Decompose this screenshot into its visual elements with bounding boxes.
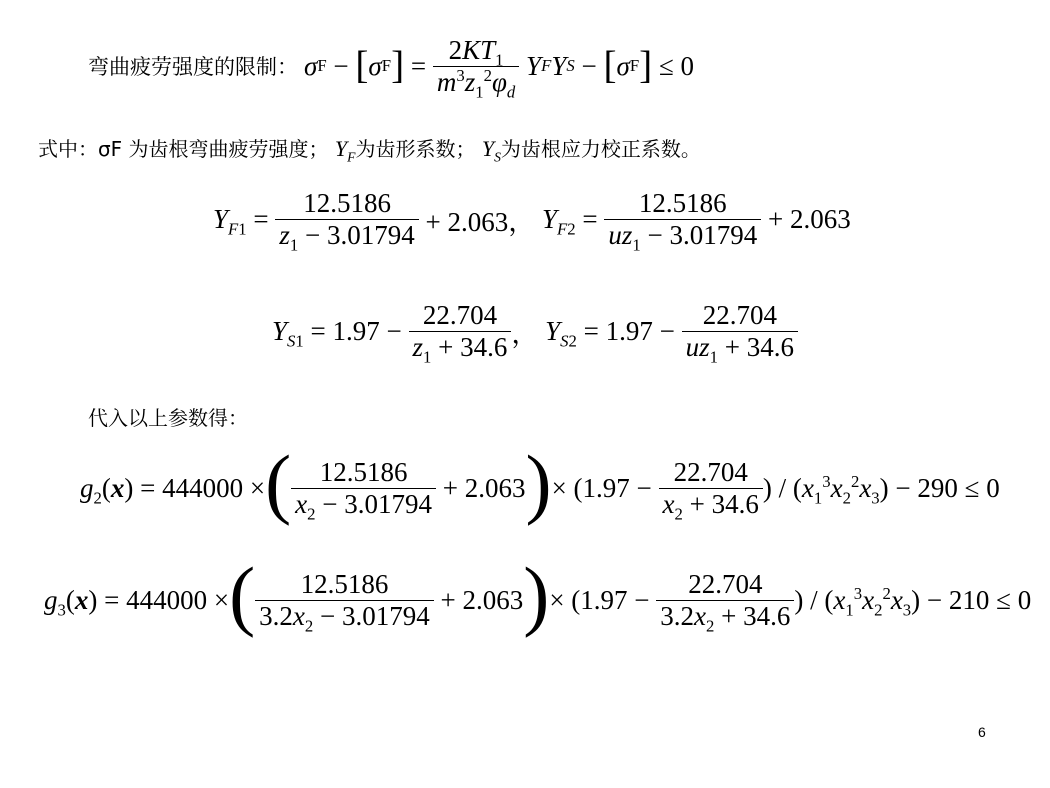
- definitions-text-a: 式中：σF 为齿根弯曲疲劳强度；: [38, 137, 329, 161]
- definitions-text-c: 为齿根应力校正系数。: [500, 137, 701, 161]
- ys-equations: $Y_{S1} = 1.97$ − $\frac{22.704}{z_1 + 34.6}$ ， $Y_{S2} = 1.97$ − $\frac{22.704}{uz_1 + 34.6}$: [272, 290, 798, 372]
- ys2-fraction: $\frac{22.704}{uz_1 + 34.6}$: [682, 300, 798, 361]
- substitution-label: 代入以上参数得：: [88, 406, 248, 430]
- g3-constraint: $g_3(x) = 444000$ × ( $\frac{12.5186}{3.2x_2 - 3.01794}$ + 2.063 ) × (1.97 − $\frac{22.704}{3.2x_2 + 34.6}$ ) / $(x_1^3x_2^2x_3) - 210 \le 0$: [44, 551, 1032, 639]
- g2-fraction-2: $\frac{22.704}{x_2 + 34.6}$: [659, 457, 763, 518]
- yf1-fraction: $\frac{12.5186}{z_1 - 3.01794}$: [275, 188, 418, 249]
- bending-fatigue-constraint: [88, 18, 694, 114]
- ys1-fraction: $\frac{22.704}{z_1 + 34.6}$: [409, 300, 512, 361]
- definitions-line: [38, 133, 701, 165]
- g3-fraction-1: $\frac{12.5186}{3.2x_2 - 3.01794}$: [255, 569, 434, 630]
- yf-symbol: $Y_F$: [334, 136, 356, 165]
- definitions-text-b: 为齿形系数；: [355, 137, 476, 161]
- yf-equations: $Y_{F1}$ = $\frac{12.5186}{z_1 - 3.01794}$ + 2.063， $Y_{F2}$ = $\frac{12.5186}{uz_1 - 3.01794}$ + 2.063: [213, 188, 851, 254]
- ys-symbol: $Y_S$: [481, 136, 501, 165]
- constraint-label: 弯曲疲劳强度的限制：: [88, 55, 298, 79]
- constraint-formula: σ F − [ σ F ] = $\frac{2KT_1}{m^3z_1^2\varphi_d}$ Y F Y S − [ σ F ] ≤ 0: [304, 35, 695, 101]
- g2-constraint: $g_2(x) = 444000$ × ( $\frac{12.5186}{x_2 - 3.01794}$ + 2.063 ) × (1.97 − $\frac{22.704}{x_2 + 34.6}$ ) / $(x_1^3x_2^2x_3) - 290 \le 0$: [80, 439, 1000, 527]
- yf2-fraction: $\frac{12.5186}{uz_1 - 3.01794}$: [604, 188, 761, 249]
- g2-fraction-1: $\frac{12.5186}{x_2 - 3.01794}$: [291, 457, 436, 518]
- constraint-fraction: $\frac{2KT_1}{m^3z_1^2\varphi_d}$: [433, 35, 519, 96]
- g3-fraction-2: $\frac{22.704}{3.2x_2 + 34.6}$: [656, 569, 794, 630]
- page-number: 6: [978, 724, 986, 740]
